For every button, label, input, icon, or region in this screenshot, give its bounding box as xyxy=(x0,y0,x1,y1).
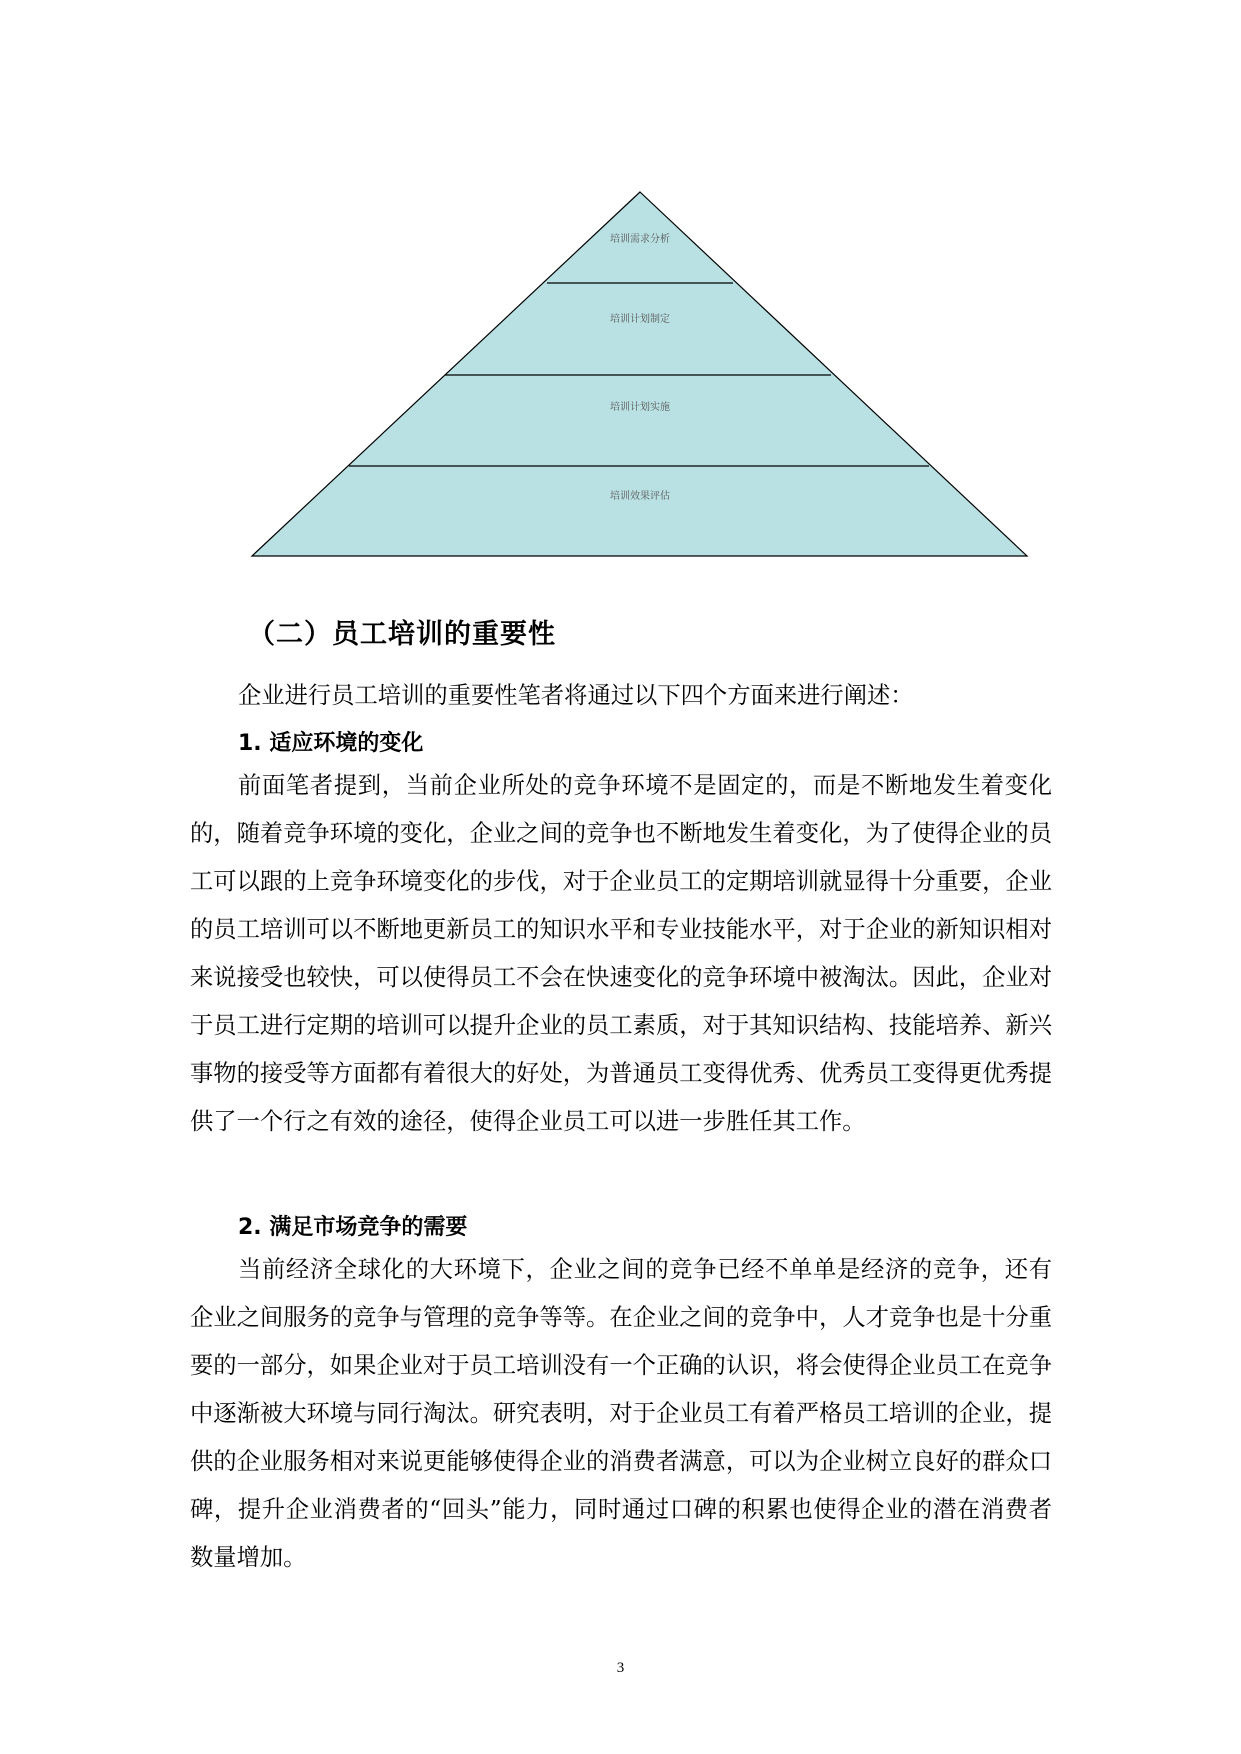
pyramid-level-label: 培训计划实施 xyxy=(610,402,670,413)
section-intro: 企业进行员工培训的重要性笔者将通过以下四个方面来进行阐述： xyxy=(238,682,914,709)
point-2-heading: 2. 满足市场竞争的需要 xyxy=(238,1215,468,1240)
point-2-paragraph: 当前经济全球化的大环境下，企业之间的竞争已经不单单是经济的竞争，还有企业之间服务的竞争与管理的竞争等等。在企业之间的竞争中，人才竞争也是十分重要的一部分，如果企业对于员工培训没有一个正确的认识，将会使得企业员工在竞争中逐渐被大环境与同行淘汰。研究表明，对于企业员工有着严格员工培训的企业，提供的企业服务相对来说更能够使得企业的消费者满意，可以为企业树立良好的群众口碑，提升企业消费者的“回头”能力，同时通过口碑的积累也使得企业的潜在消费者数量增加。 xyxy=(190,1256,1052,1571)
point-1-heading: 1. 适应环境的变化 xyxy=(238,731,424,756)
pyramid-level-label: 培训需求分析 xyxy=(610,234,670,245)
section-heading: （二）员工培训的重要性 xyxy=(248,619,556,650)
pyramid-level-label: 培训计划制定 xyxy=(610,314,670,325)
pyramid-level-label: 培训效果评估 xyxy=(610,491,670,502)
training-process-pyramid xyxy=(0,0,1241,580)
page-number: 3 xyxy=(616,1660,625,1676)
point-1-paragraph: 前面笔者提到，当前企业所处的竞争环境不是固定的，而是不断地发生着变化的，随着竞争环境的变化，企业之间的竞争也不断地发生着变化，为了使得企业的员工可以跟的上竞争环境变化的步伐，对于企业员工的定期培训就显得十分重要，企业的员工培训可以不断地更新员工的知识水平和专业技能水平，对于企业的新知识相对来说接受也较快，可以使得员工不会在快速变化的竞争环境中被淘汰。因此，企业对于员工进行定期的培训可以提升企业的员工素质，对于其知识结构、技能培养、新兴事物的接受等方面都有着很大的好处，为普通员工变得优秀、优秀员工变得更优秀提供了一个行之有效的途径，使得企业员工可以进一步胜任其工作。 xyxy=(190,772,1052,1135)
